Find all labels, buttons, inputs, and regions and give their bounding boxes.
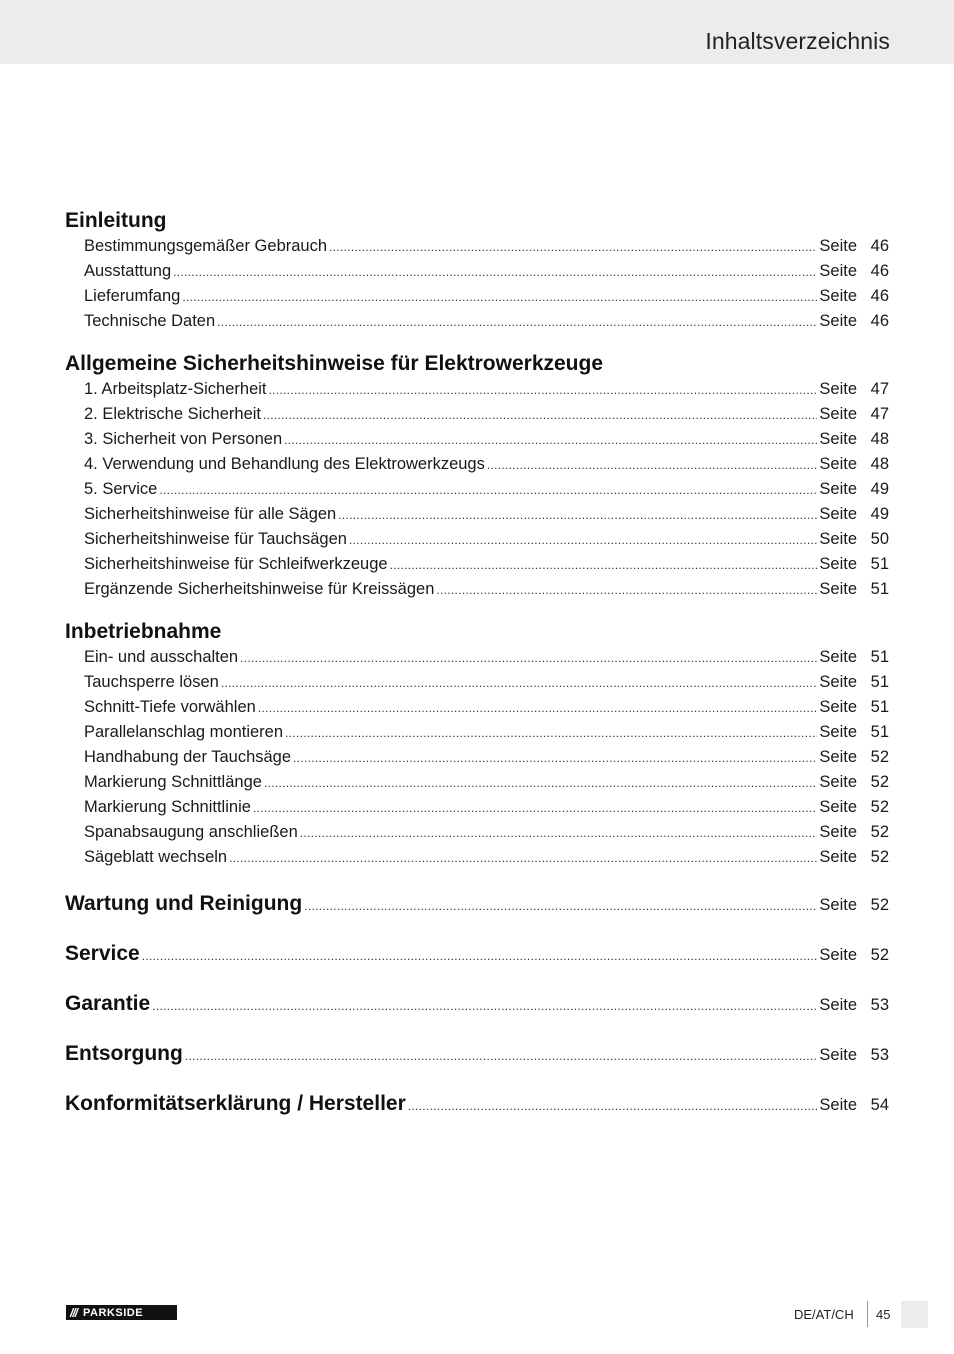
seite-label: Seite [819, 455, 857, 473]
entry-page: 51 [870, 555, 889, 573]
entry-label: 4. Verwendung und Behandlung des Elektrowerkzeugs [84, 455, 485, 473]
dot-leader [152, 989, 817, 1023]
dot-leader [436, 578, 817, 603]
toc-entry[interactable] [65, 745, 889, 770]
entry-page: 52 [870, 823, 889, 841]
seite-label: Seite [819, 430, 857, 448]
dot-leader [229, 846, 817, 871]
toc-section [65, 208, 889, 334]
toc-entry[interactable] [65, 820, 889, 845]
entry-label: Markierung Schnittlänge [84, 773, 262, 791]
seite-label: Seite [819, 580, 857, 598]
entry-page: 48 [870, 430, 889, 448]
dot-leader [285, 721, 817, 746]
parkside-logo [66, 1305, 177, 1320]
dot-leader [338, 503, 817, 528]
entry-label: Parallelanschlag montieren [84, 723, 284, 741]
dot-leader [173, 260, 817, 285]
entry-page: 51 [870, 648, 889, 666]
entry-page: 53 [870, 996, 889, 1014]
entry-label: Sicherheitshinweise für alle Sägen [84, 505, 337, 523]
entry-page: 48 [870, 455, 889, 473]
entry-page: 49 [870, 505, 889, 523]
dot-leader [293, 746, 817, 771]
table-of-contents [65, 208, 889, 1137]
seite-label: Seite [819, 530, 857, 548]
entry-label: Lieferumfang [84, 287, 181, 305]
toc-section [65, 351, 889, 602]
entry-page: 52 [870, 848, 889, 866]
dot-leader [300, 821, 818, 846]
dot-leader [408, 1089, 818, 1123]
toc-entry[interactable] [65, 795, 889, 820]
toc-top-entry[interactable] [65, 937, 889, 987]
dot-leader [284, 428, 817, 453]
entry-page: 52 [870, 773, 889, 791]
toc-entry[interactable] [65, 259, 889, 284]
section-title: Allgemeine Sicherheitshinweise für Elektrowerkzeuge [65, 352, 604, 375]
dot-leader [185, 1039, 818, 1073]
toc-entry[interactable] [65, 234, 889, 259]
entry-label: Ein- und ausschalten [84, 648, 239, 666]
entry-page: 52 [870, 896, 889, 914]
entry-label: Technische Daten [84, 312, 216, 330]
toc-section [65, 619, 889, 870]
dot-leader [349, 528, 817, 553]
header-bar [0, 0, 954, 64]
entry-page: 47 [870, 405, 889, 423]
toc-entry[interactable] [65, 670, 889, 695]
toc-entry[interactable] [65, 427, 889, 452]
footer-tab [901, 1301, 928, 1328]
entry-label: Spanabsaugung anschließen [84, 823, 298, 841]
footer-page-number: 45 [876, 1307, 891, 1322]
entry-page: 51 [870, 723, 889, 741]
dot-leader [487, 453, 818, 478]
entry-page: 50 [870, 530, 889, 548]
entry-label: Service [65, 942, 140, 965]
toc-entry[interactable] [65, 309, 889, 334]
entry-label: Sicherheitshinweise für Schleifwerkzeuge [84, 555, 388, 573]
entry-label: Wartung und Reinigung [65, 892, 303, 915]
seite-label: Seite [819, 1046, 857, 1064]
logo-stripes-icon: /// [70, 1305, 78, 1320]
seite-label: Seite [819, 698, 857, 716]
entry-label: Ausstattung [84, 262, 172, 280]
entry-page: 47 [870, 380, 889, 398]
entry-label: Sicherheitshinweise für Tauchsägen [84, 530, 347, 548]
footer-divider [867, 1301, 868, 1327]
entry-page: 52 [870, 798, 889, 816]
seite-label: Seite [819, 555, 857, 573]
entry-page: 46 [870, 262, 889, 280]
seite-label: Seite [819, 946, 857, 964]
footer-locale: DE/AT/CH [794, 1307, 854, 1322]
toc-top-entry[interactable] [65, 1037, 889, 1087]
seite-label: Seite [819, 505, 857, 523]
dot-leader [258, 696, 818, 721]
dot-leader [269, 378, 818, 403]
page-title: Inhaltsverzeichnis [705, 28, 890, 54]
seite-label: Seite [819, 723, 857, 741]
seite-label: Seite [819, 748, 857, 766]
seite-label: Seite [819, 648, 857, 666]
dot-leader [263, 403, 817, 428]
toc-top-entry[interactable] [65, 987, 889, 1037]
entry-page: 53 [870, 1046, 889, 1064]
entry-page: 52 [870, 748, 889, 766]
seite-label: Seite [819, 823, 857, 841]
dot-leader [142, 939, 818, 973]
seite-label: Seite [819, 996, 857, 1014]
section-title: Einleitung [65, 209, 167, 232]
dot-leader [264, 771, 817, 796]
toc-entry[interactable] [65, 377, 889, 402]
entry-label: Schnitt-Tiefe vorwählen [84, 698, 256, 716]
seite-label: Seite [819, 380, 857, 398]
entry-label: Konformitätserklärung / Hersteller [65, 1092, 406, 1115]
toc-entry[interactable] [65, 552, 889, 577]
toc-top-entry[interactable] [65, 1087, 889, 1137]
entry-label: Garantie [65, 992, 151, 1015]
entry-page: 51 [870, 673, 889, 691]
entry-page: 54 [870, 1096, 889, 1114]
seite-label: Seite [819, 848, 857, 866]
dot-leader [182, 285, 817, 310]
section-title: Inbetriebnahme [65, 620, 222, 643]
entry-page: 52 [870, 946, 889, 964]
entry-page: 46 [870, 237, 889, 255]
dot-leader [390, 553, 818, 578]
seite-label: Seite [819, 262, 857, 280]
seite-label: Seite [819, 1096, 857, 1114]
dot-leader [253, 796, 817, 821]
entry-label: Entsorgung [65, 1042, 183, 1065]
seite-label: Seite [819, 312, 857, 330]
entry-label: 3. Sicherheit von Personen [84, 430, 283, 448]
entry-label: Handhabung der Tauchsäge [84, 748, 292, 766]
entry-page: 46 [870, 287, 889, 305]
entry-label: 2. Elektrische Sicherheit [84, 405, 261, 423]
entry-label: Sägeblatt wechseln [84, 848, 228, 866]
entry-page: 46 [870, 312, 889, 330]
toc-entry[interactable] [65, 845, 889, 870]
entry-label: 1. Arbeitsplatz-Sicherheit [84, 380, 267, 398]
seite-label: Seite [819, 798, 857, 816]
toc-entry[interactable] [65, 645, 889, 670]
toc-entry[interactable] [65, 284, 889, 309]
dot-leader [240, 646, 817, 671]
dot-leader [221, 671, 818, 696]
logo-text: PARKSIDE [83, 1306, 144, 1319]
entry-label: Markierung Schnittlinie [84, 798, 251, 816]
toc-entry[interactable] [65, 577, 889, 602]
dot-leader [217, 310, 817, 335]
toc-entry[interactable] [65, 452, 889, 477]
toc-entry[interactable] [65, 402, 889, 427]
seite-label: Seite [819, 673, 857, 691]
dot-leader [304, 889, 817, 923]
toc-top-entry[interactable] [65, 887, 889, 937]
seite-label: Seite [819, 773, 857, 791]
toc-entry[interactable] [65, 527, 889, 552]
seite-label: Seite [819, 480, 857, 498]
seite-label: Seite [819, 405, 857, 423]
entry-label: Ergänzende Sicherheitshinweise für Kreissägen [84, 580, 435, 598]
toc-entry[interactable] [65, 695, 889, 720]
entry-page: 49 [870, 480, 889, 498]
entry-page: 51 [870, 580, 889, 598]
seite-label: Seite [819, 287, 857, 305]
entry-page: 51 [870, 698, 889, 716]
dot-leader [159, 478, 817, 503]
entry-label: Bestimmungsgemäßer Gebrauch [84, 237, 328, 255]
entry-label: Tauchsperre lösen [84, 673, 219, 691]
toc-entry[interactable] [65, 770, 889, 795]
dot-leader [329, 235, 817, 260]
seite-label: Seite [819, 896, 857, 914]
toc-entry[interactable] [65, 477, 889, 502]
toc-entry[interactable] [65, 502, 889, 527]
toc-entry[interactable] [65, 720, 889, 745]
seite-label: Seite [819, 237, 857, 255]
entry-label: 5. Service [84, 480, 158, 498]
